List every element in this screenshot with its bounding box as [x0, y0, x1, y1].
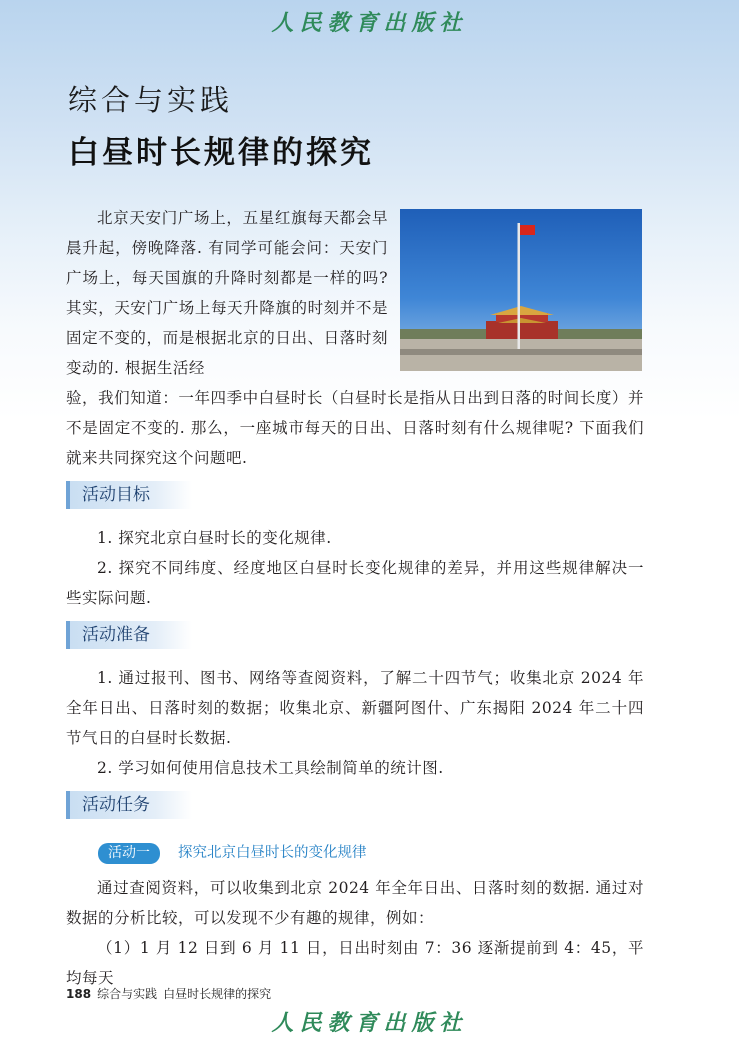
task-paragraph-1: 通过查阅资料，可以收集到北京 2024 年全年日出、日落时刻的数据. 通过对数据的分析比较，可以发现不少有趣的规律，例如：	[66, 879, 644, 927]
activity-title: 探究北京白昼时长的变化规律	[178, 845, 367, 861]
task-paragraph-2: （1）1 月 12 日到 6 月 11 日，日出时刻由 7：36 逐渐提前到 4：45，平均每天	[66, 939, 644, 987]
section-tag-prep: 活动准备	[66, 621, 192, 649]
page-number: 188	[66, 987, 92, 1001]
activity-pill: 活动一	[98, 843, 160, 864]
flagpole	[518, 223, 521, 353]
goal-item-1: 1. 探究北京白昼时长的变化规律.	[97, 529, 332, 547]
gate-wall	[486, 321, 558, 339]
national-flag	[520, 225, 535, 235]
goal-item-2: 2. 探究不同纬度、经度地区白昼时长变化规律的差异，并用这些规律解决一些实际问题.	[66, 559, 644, 607]
section-kicker: 综合与实践	[68, 83, 234, 117]
intro-paragraph-part2: 验，我们知道：一年四季中白昼时长（白昼时长是指从日出到日落的时间长度）并不是固定不变的. 那么，一座城市每天的日出、日落时刻有什么规律呢? 下面我们就来共同探究这个问题吧.	[66, 389, 644, 467]
prep-item-1: 1. 通过报刊、图书、网络等查阅资料，了解二十四节气；收集北京 2024 年全年日出、日落时刻的数据；收集北京、新疆阿图什、广东揭阳 2024 年二十四节气日的白昼时长数据.	[66, 669, 644, 747]
section-tag-tasks: 活动任务	[66, 791, 192, 819]
page-footer	[66, 985, 271, 1002]
page-title: 白昼时长规律的探究	[68, 135, 374, 171]
publisher-watermark-bottom: 人民教育出版社	[271, 1010, 468, 1036]
fence	[400, 349, 642, 355]
intro-paragraph-part1: 北京天安门广场上，五星红旗每天都会早晨升起，傍晚降落. 有同学可能会问：天安门广场上，每天国旗的升降时刻都是一样的吗? 其实，天安门广场上每天升降旗的时刻并不是固定不变的，而是根据北京的日出、日落时刻变动的. 根据生活经	[66, 209, 388, 377]
footer-section: 综合与实践	[97, 987, 158, 1001]
footer-title: 白昼时长规律的探究	[163, 987, 272, 1001]
publisher-watermark-top: 人民教育出版社	[271, 10, 468, 36]
section-tag-goals: 活动目标	[66, 481, 192, 509]
tiananmen-photo	[400, 209, 642, 371]
prep-item-2: 2. 学习如何使用信息技术工具绘制简单的统计图.	[97, 759, 444, 777]
tiananmen-photo-illustration	[400, 209, 642, 371]
